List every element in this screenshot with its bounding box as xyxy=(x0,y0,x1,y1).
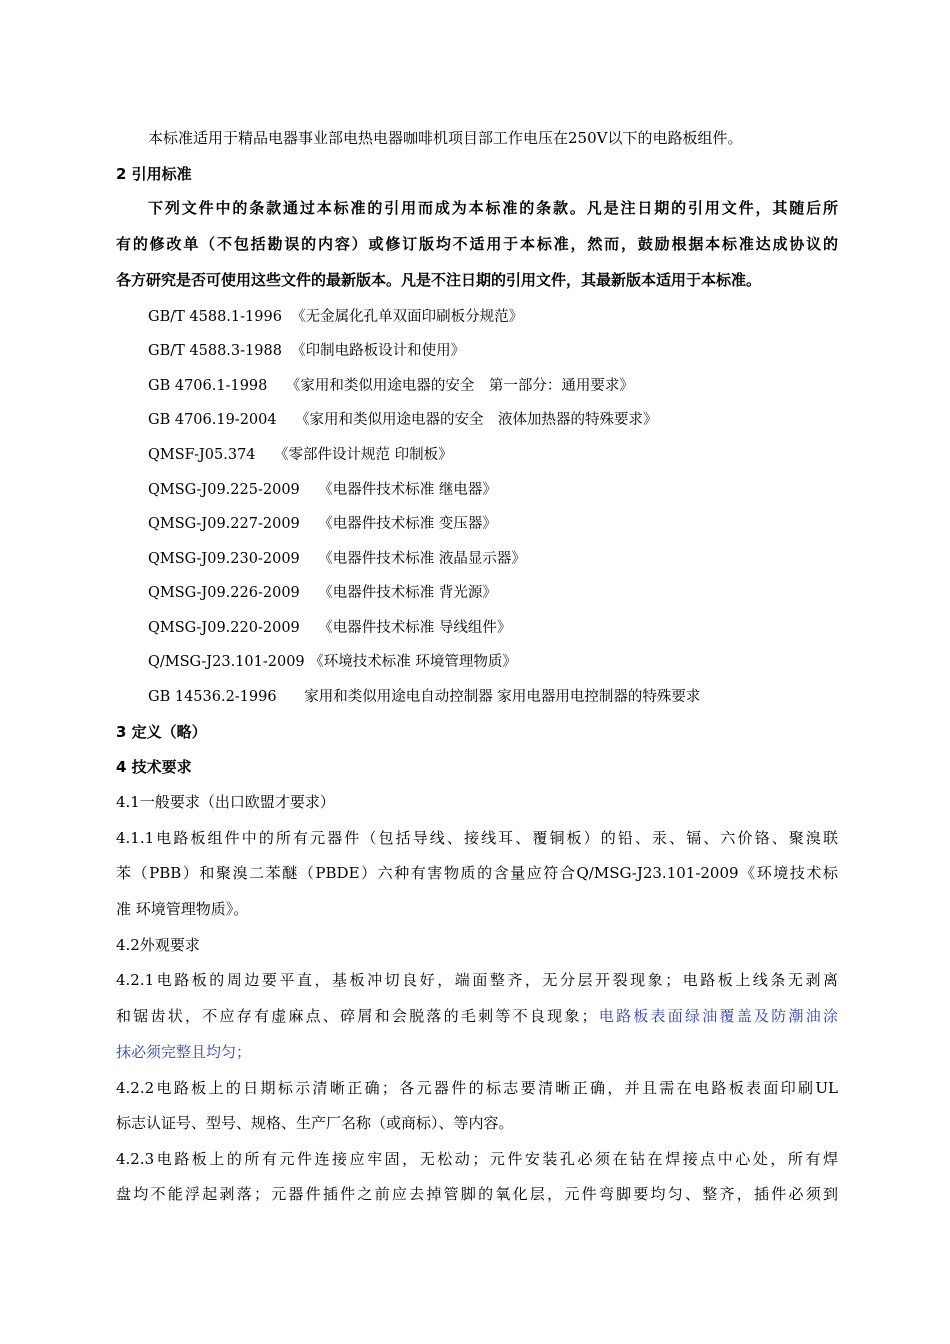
section-4-2-1-line-1: 4.2.1电路板的周边要平直，基板冲切良好，端面整齐，无分层开裂现象；电路板上线条无剥离 xyxy=(116,971,838,989)
section-4-2-1-text: 和锯齿状，不应存有虚麻点、碎屑和会脱落的毛刺等不良现象； xyxy=(116,1007,597,1025)
reference-code: GB 4706.19-2004 xyxy=(148,412,277,428)
reference-code: QMSG-J09.226-2009 xyxy=(148,585,300,601)
reference-code: QMSG-J09.227-2009 xyxy=(148,516,300,532)
section-2-heading: 2 引用标准 xyxy=(116,165,192,183)
reference-item xyxy=(148,549,526,569)
reference-title: 《电器件技术标准 背光源》 xyxy=(318,585,497,601)
section-3-heading: 3 定义（略） xyxy=(116,723,207,741)
scope-text: 本标准适用于精品电器事业部电热电器咖啡机项目部工作电压在250V以下的电路板组件。 xyxy=(148,129,743,147)
section-4-1-1-line-3: 准 环境管理物质》。 xyxy=(116,900,249,918)
section-4-1-heading: 4.1一般要求（出口欧盟才要求） xyxy=(116,793,335,811)
reference-title: 《印制电路板设计和使用》 xyxy=(291,343,466,359)
reference-code: GB 14536.2-1996 xyxy=(148,689,277,705)
reference-item xyxy=(148,410,658,430)
reference-item xyxy=(148,445,453,465)
section-2-intro-line-3: 各方研究是否可使用这些文件的最新版本。凡是不注日期的引用文件，其最新版本适用于本标准。 xyxy=(116,271,762,289)
reference-item xyxy=(148,376,634,396)
reference-code: QMSF-J05.374 xyxy=(148,447,256,463)
reference-item xyxy=(148,341,465,361)
reference-code: GB/T 4588.1-1996 xyxy=(148,309,282,325)
section-4-2-1-line-2 xyxy=(116,1006,838,1026)
reference-title: 《电器件技术标准 导线组件》 xyxy=(318,620,512,636)
reference-code: QMSG-J09.230-2009 xyxy=(148,551,300,567)
reference-code: GB 4706.1-1998 xyxy=(148,378,268,394)
reference-title: 家用和类似用途电自动控制器 家用电器用电控制器的特殊要求 xyxy=(304,689,701,705)
section-2-intro-line-2: 有的修改单（不包括勘误的内容）或修订版均不适用于本标准，然而，鼓励根据本标准达成协议的 xyxy=(116,235,838,253)
reference-title: 《电器件技术标准 液晶显示器》 xyxy=(318,551,526,567)
reference-title: 《零部件设计规范 印制板》 xyxy=(273,447,453,463)
reference-item xyxy=(148,514,497,534)
section-4-2-3-line-2: 盘均不能浮起剥落；元器件插件之前应去掉管脚的氧化层，元件弯脚要均匀、整齐，插件必须到 xyxy=(116,1185,838,1203)
section-4-1-1-line-2: 苯（PBB）和聚溴二苯醚（PBDE）六种有害物质的含量应符合Q/MSG-J23.101-2009《环境技术标 xyxy=(116,864,838,882)
reference-title: 《家用和类似用途电器的安全 第一部分：通用要求》 xyxy=(285,378,634,394)
section-4-1-1-line-1: 4.1.1电路板组件中的所有元器件（包括导线、接线耳、覆铜板）的铅、汞、镉、六价铬、聚溴联 xyxy=(116,829,838,847)
reference-item xyxy=(148,583,497,603)
reference-title: 《电器件技术标准 变压器》 xyxy=(318,516,497,532)
reference-code: QMSG-J09.220-2009 xyxy=(148,620,300,636)
section-4-2-1-line-3: 抹必须完整且均匀； xyxy=(116,1043,252,1061)
reference-code: GB/T 4588.3-1988 xyxy=(148,343,282,359)
section-4-heading: 4 技术要求 xyxy=(116,758,192,776)
reference-item xyxy=(148,618,511,638)
reference-code: QMSG-J09.225-2009 xyxy=(148,482,300,498)
reference-title: 《环境技术标准 环境管理物质》 xyxy=(309,654,517,670)
reference-item xyxy=(148,687,700,707)
reference-item xyxy=(148,652,517,672)
reference-title: 《家用和类似用途电器的安全 液体加热器的特殊要求》 xyxy=(295,412,658,428)
reference-title: 《无金属化孔单双面印刷板分规范》 xyxy=(291,309,524,325)
reference-code: Q/MSG-J23.101-2009 xyxy=(148,654,305,670)
reference-title: 《电器件技术标准 继电器》 xyxy=(318,482,497,498)
reference-item xyxy=(148,307,523,327)
section-4-2-3-line-1: 4.2.3电路板上的所有元件连接应牢固，无松动；元件安装孔必须在钻在焊接点中心处，所有焊 xyxy=(116,1150,838,1168)
section-4-2-2-line-2: 标志认证号、型号、规格、生产厂名称（或商标）、等内容。 xyxy=(116,1114,514,1132)
reference-item xyxy=(148,480,497,500)
section-2-intro-line-1: 下列文件中的条款通过本标准的引用而成为本标准的条款。凡是注日期的引用文件，其随后所 xyxy=(148,199,838,217)
section-4-2-heading: 4.2外观要求 xyxy=(116,936,200,954)
section-4-2-1-highlight: 电路板表面绿油覆盖及防潮油涂 xyxy=(596,1007,838,1025)
section-4-2-2-line-1: 4.2.2电路板上的日期标示清晰正确；各元器件的标志要清晰正确，并且需在电路板表面印刷UL xyxy=(116,1079,838,1097)
